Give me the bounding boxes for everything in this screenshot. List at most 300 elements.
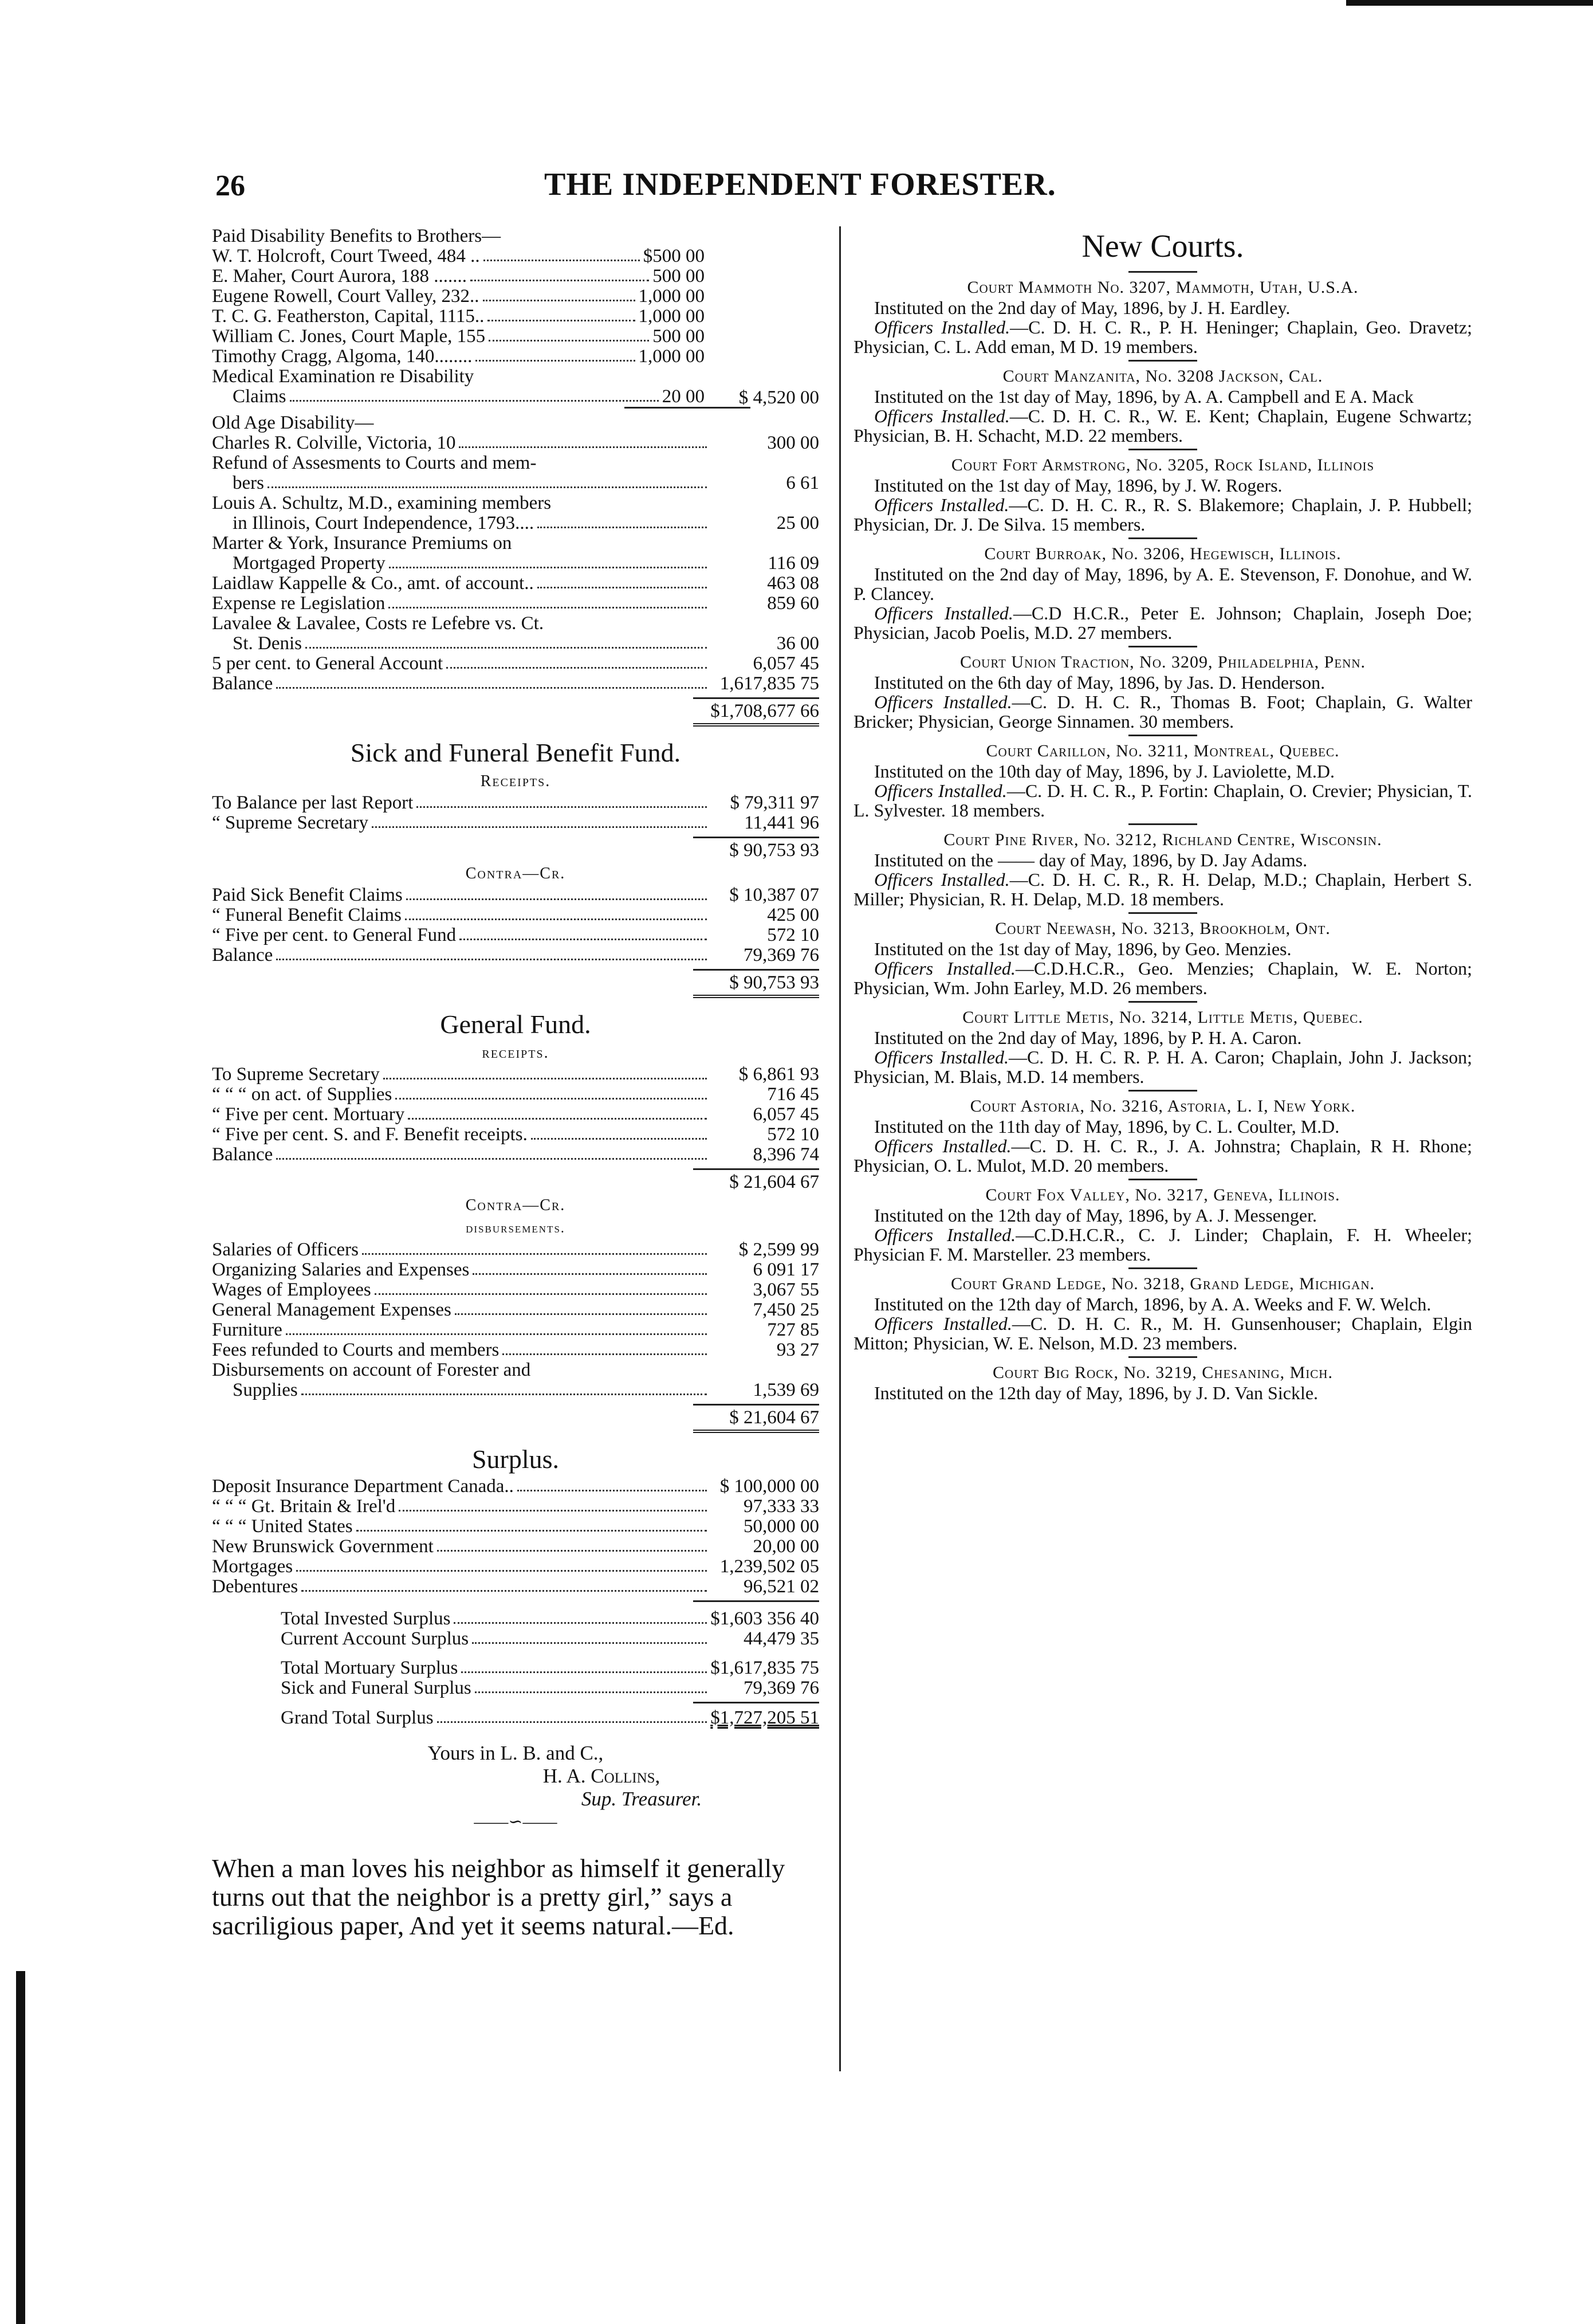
- ledger-label: Charles R. Colville, Victoria, 10: [212, 433, 456, 453]
- ledger-row: [212, 1260, 819, 1280]
- leader-dots: [487, 307, 635, 321]
- leader-dots: [389, 553, 707, 568]
- ledger-label: Marter & York, Insurance Premiums on: [212, 533, 512, 553]
- general-fund-disbursements-total: [212, 1406, 819, 1430]
- divider: [1128, 1001, 1197, 1003]
- ledger-row: [212, 945, 819, 965]
- court-officers: Officers Installed.—C. D. H. C. R. P. H. A. Caron; Chaplain, John J. Jackson; Physician, M. Blais, M.D. 14 members.: [853, 1047, 1473, 1087]
- ledger-row: [212, 1125, 819, 1145]
- ledger-amount: $ 79,311 97: [730, 792, 819, 813]
- ledger-amount: 572 10: [767, 925, 819, 945]
- ledger-label: To Balance per last Report: [212, 793, 414, 813]
- leader-dots: [388, 594, 707, 609]
- courts-list: [853, 277, 1472, 1403]
- court-details: [853, 476, 1472, 534]
- court-instituted: Instituted on the 1st day of May, 1896, by J. W. Rogers.: [874, 475, 1283, 496]
- ledger-amount: 425 00: [767, 905, 819, 925]
- ledger-label: Louis A. Schultz, M.D., examining members: [212, 493, 552, 513]
- court-officers: Officers Installed.—C. D. H. C. R., J. A. Johnstra; Chaplain, R H. Rhone; Physician, O. L. Mulot, M.D. 20 members.: [853, 1136, 1473, 1176]
- ledger-amount: $1,617,835 75: [710, 1658, 819, 1678]
- court-details: [853, 1206, 1472, 1264]
- ledger-row: [212, 654, 819, 674]
- ledger-row: [212, 1320, 819, 1340]
- ledger-label: “ Five per cent. to General Fund: [212, 925, 457, 945]
- total-amount: $ 90,753 93: [729, 840, 819, 861]
- disability-total: [212, 699, 819, 723]
- signoff-greeting: Yours in L. B. and C.,: [427, 1742, 604, 1764]
- leader-dots: [395, 1085, 707, 1100]
- ledger-row: [212, 1380, 819, 1400]
- divider: [1128, 646, 1197, 647]
- court-heading: Court Fort Armstrong, No. 3205, Rock Island, Illinois: [951, 456, 1375, 474]
- ledger-label: Organizing Salaries and Expenses: [212, 1260, 470, 1280]
- ledger-amount: 93 27: [776, 1340, 819, 1360]
- officers-label: Officers Installed.: [874, 1313, 1012, 1334]
- ledger-label: Fees refunded to Courts and members: [212, 1340, 499, 1360]
- officers-label: Officers Installed.: [874, 406, 1010, 426]
- court-details: [853, 673, 1472, 731]
- leader-dots: [446, 654, 707, 669]
- ledger-row: [212, 433, 819, 453]
- ledger-label: New Brunswick Government: [212, 1537, 434, 1557]
- leader-dots: [473, 1260, 707, 1275]
- signoff-name: H. A. Collins,: [542, 1765, 660, 1787]
- leader-dots: [470, 266, 649, 281]
- ledger-amount: 44,479 35: [744, 1628, 819, 1649]
- ledger-amount: 1,000 00: [638, 306, 705, 327]
- sick-funeral-receipts-total: [212, 838, 819, 862]
- leader-dots: [489, 327, 649, 341]
- divider: [693, 1600, 819, 1602]
- divider: [1128, 271, 1197, 273]
- ledger-amount: 463 08: [767, 573, 819, 594]
- leader-dots: [268, 473, 707, 488]
- sick-funeral-contra: [212, 885, 819, 965]
- leader-dots: [461, 1658, 707, 1673]
- receipts-label: receipts.: [482, 1044, 549, 1062]
- court-instituted: Instituted on the —— day of May, 1896, by D. Jay Adams.: [874, 850, 1308, 870]
- ledger-amount: 3,067 55: [753, 1279, 819, 1300]
- leader-dots: [383, 1065, 707, 1079]
- grand-total-amount: $1,727,205 51: [710, 1707, 819, 1728]
- ledger-amount: 116 09: [768, 553, 819, 574]
- ledger-amount: 50,000 00: [744, 1516, 819, 1537]
- leader-dots: [296, 1557, 707, 1572]
- officers-label: Officers Installed.: [874, 780, 1007, 801]
- ledger-label: Laidlaw Kappelle & Co., amt. of account..: [212, 574, 534, 594]
- leader-dots: [472, 1629, 707, 1644]
- ledger-amount: 572 10: [767, 1124, 819, 1145]
- court-instituted: Instituted on the 12th day of May, 1896, by J. D. Van Sickle.: [874, 1383, 1319, 1403]
- ledger-amount: $ 10,387 07: [729, 885, 819, 905]
- sick-funeral-receipts: [212, 793, 819, 833]
- ledger-amount: 79,369 76: [744, 945, 819, 965]
- leader-dots: [276, 674, 707, 689]
- surplus-totals-2: [212, 1658, 819, 1698]
- ledger-row: [212, 1340, 819, 1360]
- court-instituted: Instituted on the 12th day of March, 1896, by A. A. Weeks and F. W. Welch.: [874, 1294, 1431, 1314]
- divider: [1128, 912, 1197, 914]
- ledger-amount: $ 2,599 99: [738, 1239, 819, 1260]
- officers-label: Officers Installed.: [874, 869, 1010, 890]
- ledger-row: [212, 1658, 819, 1678]
- leader-dots: [301, 1577, 707, 1592]
- leader-dots: [362, 1240, 707, 1255]
- court-heading: Court Manzanita, No. 3208 Jackson, Cal.: [1002, 367, 1323, 386]
- ledger-amount: $500 00: [643, 246, 705, 266]
- page-number: 26: [215, 170, 245, 202]
- leader-dots: [375, 1280, 707, 1295]
- ornament: ——∽——: [474, 1812, 557, 1831]
- general-fund-receipts-total: [212, 1170, 819, 1194]
- ledger-label: St. Denis: [233, 634, 302, 654]
- ledger-row: [212, 1360, 819, 1380]
- ledger-amount: $1,603 356 40: [710, 1608, 819, 1629]
- officers-label: Officers Installed.: [874, 317, 1010, 337]
- leader-dots: [372, 813, 707, 828]
- ledger-label: Balance: [212, 945, 273, 965]
- ledger-label: Debentures: [212, 1577, 298, 1597]
- ledger-row: [212, 905, 819, 925]
- ledger-amount: 96,521 02: [744, 1576, 819, 1597]
- signoff-title: Sup. Treasurer.: [581, 1788, 702, 1810]
- ledger-label: To Supreme Secretary: [212, 1065, 380, 1085]
- divider: [693, 995, 819, 998]
- ledger-label: Mortgaged Property: [233, 553, 386, 574]
- leader-dots: [475, 1678, 707, 1693]
- right-column: [853, 226, 1472, 1403]
- leader-dots: [301, 1380, 707, 1395]
- court-officers: Officers Installed.—C. D. H. C. R., Thomas B. Foot; Chaplain, G. Walter Bricker; Physician, George Sinnamen. 30 members.: [853, 692, 1473, 732]
- court-details: [853, 761, 1472, 820]
- ledger-label: Refund of Assesments to Courts and mem-: [212, 453, 537, 473]
- divider: [1128, 1267, 1197, 1269]
- section-title-old-age: Old Age Disability—: [212, 413, 374, 433]
- leader-dots: [276, 1145, 707, 1160]
- ledger-label: Balance: [212, 674, 273, 694]
- court-instituted: Instituted on the 1st day of May, 1896, by Geo. Menzies.: [874, 939, 1292, 959]
- divider: [1128, 1090, 1197, 1092]
- ledger-amount: 859 60: [767, 593, 819, 614]
- court-officers: Officers Installed.—C. D. H. C. R., P. H. Heninger; Chaplain, Geo. Dravetz; Physician, C. L. Add eman, M D. 19 members.: [853, 317, 1473, 357]
- ledger-amount: 716 45: [767, 1084, 819, 1105]
- ledger-label: W. T. Holcroft, Court Tweed, 484 ..: [212, 246, 480, 266]
- ledger-amount: 8,396 74: [753, 1144, 819, 1165]
- ledger-row: [212, 1577, 819, 1597]
- ledger-row: [212, 1497, 819, 1517]
- leader-dots: [459, 433, 707, 448]
- leader-dots: [483, 286, 635, 301]
- section-title-paid-disability: Paid Disability Benefits to Brothers—: [212, 226, 501, 246]
- leader-dots: [537, 513, 707, 528]
- ledger-row: [212, 1145, 819, 1165]
- ledger-row: [212, 473, 819, 493]
- ledger-label: in Illinois, Court Independence, 1793....: [233, 513, 534, 533]
- leader-dots: [475, 347, 635, 362]
- officers-label: Officers Installed.: [874, 958, 1016, 979]
- ledger-amount: $ 100,000 00: [719, 1476, 819, 1497]
- leader-dots: [437, 1708, 707, 1723]
- ledger-label: Lavalee & Lavalee, Costs re Lefebre vs. Ct.: [212, 614, 544, 634]
- court-officers: Officers Installed.—C.D.H.C.R., Geo. Menzies; Chaplain, W. E. Norton; Physician, Wm. John Earley, M.D. 26 members.: [853, 958, 1473, 998]
- paid-disability-list: [212, 246, 819, 407]
- court-details: [853, 387, 1472, 445]
- ledger-label: “ Supreme Secretary: [212, 813, 369, 833]
- court-details: [853, 298, 1472, 356]
- sick-funeral-contra-total: [212, 971, 819, 995]
- ledger-amount: 727 85: [767, 1320, 819, 1340]
- ledger-label: “ Five per cent. Mortuary: [212, 1105, 405, 1125]
- ledger-amount: 11,441 96: [744, 812, 819, 833]
- ledger-amount: 97,333 33: [744, 1496, 819, 1517]
- ledger-row: [212, 367, 819, 387]
- section-heading-surplus: Surplus.: [471, 1444, 560, 1474]
- ledger-amount: 6,057 45: [753, 653, 819, 674]
- ledger-row: [212, 885, 819, 905]
- ledger-amount: 1,000 00: [638, 346, 705, 367]
- divider: [693, 723, 819, 727]
- ledger-label: Balance: [212, 1145, 273, 1165]
- court-instituted: Instituted on the 6th day of May, 1896, by Jas. D. Henderson.: [874, 672, 1325, 693]
- ledger-label: William C. Jones, Court Maple, 155: [212, 327, 486, 347]
- ledger-row: [212, 1609, 819, 1629]
- court-instituted: Instituted on the 11th day of May, 1896, by C. L. Coulter, M.D.: [874, 1116, 1340, 1137]
- ledger-amount: 6 61: [786, 473, 819, 493]
- ledger-amount: 300 00: [767, 433, 819, 453]
- leader-dots: [286, 1320, 707, 1335]
- ledger-row: [212, 327, 819, 347]
- court-heading: Court Carillon, No. 3211, Montreal, Quebec.: [986, 741, 1340, 760]
- ledger-row: [212, 1678, 819, 1698]
- ledger-amount: 6,057 45: [753, 1104, 819, 1125]
- closing-quote: When a man loves his neighbor as himself it generally turns out that the neighbor is a pretty girl,” says a sacriligious paper, And yet it seems natural.—Ed.: [212, 1854, 785, 1940]
- ledger-label: Medical Examination re Disability: [212, 367, 474, 387]
- leader-dots: [405, 905, 707, 920]
- ledger-label: T. C. G. Featherston, Capital, 1115..: [212, 307, 485, 327]
- ledger-label: Timothy Cragg, Algoma, 140........: [212, 347, 473, 367]
- ledger-label: Furniture: [212, 1320, 282, 1340]
- total-amount: $ 21,604 67: [729, 1172, 819, 1192]
- court-officers: Officers Installed.—C.D.H.C.R., C. J. Linder; Chaplain, F. H. Wheeler; Physician F. M. Marsteller. 23 members.: [853, 1224, 1473, 1265]
- general-fund-disbursements: [212, 1240, 819, 1400]
- officers-label: Officers Installed.: [874, 494, 1009, 515]
- ledger-label: General Management Expenses: [212, 1300, 451, 1320]
- ledger-amount: 7,450 25: [753, 1300, 819, 1320]
- ledger-row: [212, 813, 819, 833]
- ledger-label: Deposit Insurance Department Canada..: [212, 1477, 514, 1497]
- ledger-row: [212, 1085, 819, 1105]
- ledger-row: [212, 634, 819, 654]
- ledger-amount: 79,369 76: [744, 1678, 819, 1698]
- court-instituted: Instituted on the 12th day of May, 1896, by A. J. Messenger.: [874, 1205, 1317, 1226]
- court-officers: Officers Installed.—C. D. H. C. R., R. S. Blakemore; Chaplain, J. P. Hubbell; Physician, Dr. J. De Silva. 15 members.: [853, 494, 1473, 535]
- ledger-label: Disbursements on account of Forester and: [212, 1360, 531, 1380]
- surplus-totals: [212, 1609, 819, 1649]
- court-officers: Officers Installed.—C. D. H. C. R., P. Fortin: Chaplain, O. Crevier; Physician, T. L. Sylvester. 18 members.: [853, 780, 1473, 821]
- scan-edge-mark-left: [16, 1971, 25, 2324]
- court-heading: Court Burroak, No. 3206, Hegewisch, Illinois.: [984, 544, 1342, 563]
- ledger-label: Sick and Funeral Surplus: [281, 1678, 471, 1698]
- leader-dots: [483, 246, 640, 261]
- leader-dots: [459, 925, 707, 940]
- section-heading-sick-funeral: Sick and Funeral Benefit Fund.: [350, 738, 681, 767]
- surplus-list: [212, 1477, 819, 1597]
- leader-dots: [454, 1609, 707, 1624]
- court-details: [853, 564, 1472, 642]
- officers-label: Officers Installed.: [874, 1136, 1012, 1156]
- scan-edge-mark: [1346, 0, 1593, 6]
- court-instituted: Instituted on the 2nd day of May, 1896, by P. H. A. Caron.: [874, 1027, 1302, 1048]
- divider: [693, 1430, 819, 1433]
- grand-total-row: [212, 1708, 819, 1728]
- ledger-amount: 20,00 00: [753, 1536, 819, 1557]
- ledger-label: Total Mortuary Surplus: [281, 1658, 458, 1678]
- ledger-amount: 6 091 17: [753, 1259, 819, 1280]
- ledger-amount: 36 00: [776, 633, 819, 654]
- ledger-label: Mortgages: [212, 1557, 293, 1577]
- ledger-label: “ “ “ United States: [212, 1517, 353, 1537]
- ledger-label: “ Five per cent. S. and F. Benefit receipts.: [212, 1125, 528, 1145]
- ledger-row: [212, 493, 819, 513]
- ledger-amount: 25 00: [776, 513, 819, 533]
- divider: [1128, 823, 1197, 825]
- ledger-row: [212, 533, 819, 553]
- total-amount: $ 21,604 67: [729, 1407, 819, 1428]
- new-courts-heading: New Courts.: [1081, 229, 1244, 264]
- court-heading: Court Neewash, No. 3213, Brookholm, Ont.: [995, 919, 1331, 938]
- ledger-label: Current Account Surplus: [281, 1629, 469, 1649]
- ledger-row: [212, 347, 819, 367]
- disbursements-label: disbursements.: [466, 1221, 565, 1236]
- ledger-row: [212, 793, 819, 813]
- ledger-amount: 1,239,502 05: [719, 1556, 819, 1577]
- court-instituted: Instituted on the 2nd day of May, 1896, by A. E. Stevenson, F. Donohue, and W. P. Clancey.: [853, 564, 1472, 604]
- leader-dots: [290, 387, 659, 402]
- ledger-label: bers: [233, 473, 264, 493]
- ledger-row: [212, 286, 819, 307]
- court-officers: Officers Installed.—C. D. H. C. R., W. E. Kent; Chaplain, Eugene Schwartz; Physician, B. H. Schacht, M.D. 22 members.: [853, 406, 1473, 446]
- leader-dots: [437, 1537, 707, 1552]
- divider: [1128, 449, 1197, 450]
- leader-dots: [416, 793, 707, 808]
- officers-label: Officers Installed.: [874, 603, 1013, 623]
- divider: [693, 1702, 819, 1703]
- court-officers: Officers Installed.—C. D. H. C. R., M. H. Gunsenhouser; Chaplain, Elgin Mitton; Physician, W. E. Nelson, M.D. 23 members.: [853, 1313, 1472, 1353]
- court-details: [853, 1294, 1472, 1353]
- leader-dots: [406, 885, 707, 900]
- officers-label: Officers Installed.: [874, 692, 1012, 712]
- ledger-label: “ Funeral Benefit Claims: [212, 905, 402, 925]
- ledger-row: [212, 614, 819, 634]
- total-amount: $1,708,677 66: [710, 701, 819, 721]
- leader-dots: [399, 1497, 707, 1512]
- ledger-label: Paid Sick Benefit Claims: [212, 885, 403, 905]
- court-details: [853, 939, 1472, 998]
- ledger-row: [212, 453, 819, 473]
- contra-label: Contra—Cr.: [465, 1196, 566, 1214]
- court-instituted: Instituted on the 10th day of May, 1896, by J. Laviolette, M.D.: [874, 761, 1335, 782]
- ledger-label: 5 per cent. to General Account: [212, 654, 443, 674]
- court-officers: Officers Installed.—C. D. H. C. R., R. H. Delap, M.D.; Chaplain, Herbert S. Miller; Physician, R. H. Delap, M.D. 18 members.: [853, 869, 1473, 909]
- leader-dots: [502, 1340, 707, 1355]
- divider: [1128, 1179, 1197, 1180]
- ledger-label: Salaries of Officers: [212, 1240, 359, 1260]
- total-amount: $ 90,753 93: [729, 972, 819, 993]
- court-details: [853, 1117, 1472, 1175]
- leader-dots: [517, 1477, 707, 1491]
- old-age-list: [212, 433, 819, 694]
- ledger-row: [212, 307, 819, 327]
- ledger-row: [212, 1280, 819, 1300]
- court-details: [853, 1383, 1472, 1403]
- ledger-row: [212, 1240, 819, 1260]
- page-title: THE INDEPENDENT FORESTER.: [544, 167, 1056, 202]
- ledger-row: [212, 246, 819, 266]
- ledger-row: [212, 1557, 819, 1577]
- leader-dots: [305, 634, 707, 649]
- ledger-label: “ “ “ Gt. Britain & Irel'd: [212, 1497, 396, 1517]
- divider: [1128, 537, 1197, 539]
- ledger-label: Supplies: [233, 1380, 298, 1400]
- court-heading: Court Astoria, No. 3216, Astoria, L. I, New York.: [970, 1097, 1356, 1116]
- ledger-amount: 20 00: [662, 386, 705, 407]
- ledger-amount: 1,539 69: [753, 1380, 819, 1400]
- general-fund-receipts: [212, 1065, 819, 1165]
- ledger-row: [212, 594, 819, 614]
- leader-dots: [408, 1105, 707, 1120]
- ledger-row: [212, 1537, 819, 1557]
- ledger-amount: 1,617,835 75: [719, 673, 819, 694]
- court-instituted: Instituted on the 1st day of May, 1896, by A. A. Campbell and E A. Mack: [874, 386, 1414, 407]
- court-heading: Court Little Metis, No. 3214, Little Metis, Quebec.: [962, 1008, 1363, 1027]
- court-heading: Court Union Traction, No. 3209, Philadelphia, Penn.: [959, 653, 1366, 672]
- leader-dots: [276, 945, 707, 960]
- receipts-label: Receipts.: [480, 772, 551, 790]
- court-details: [853, 850, 1472, 909]
- ledger-label: Claims: [233, 387, 286, 407]
- ledger-amount: 1,000 00: [638, 286, 705, 307]
- court-heading: Court Pine River, No. 3212, Richland Centre, Wisconsin.: [943, 830, 1382, 849]
- ledger-label: Wages of Employees: [212, 1280, 371, 1300]
- ledger-label: Eugene Rowell, Court Valley, 232..: [212, 286, 479, 307]
- leader-dots: [356, 1517, 707, 1532]
- ledger-row: [212, 1629, 819, 1649]
- ledger-label: Expense re Legislation: [212, 594, 386, 614]
- divider: [1128, 735, 1197, 736]
- court-heading: Court Mammoth No. 3207, Mammoth, Utah, U.S.A.: [967, 278, 1359, 297]
- court-heading: Court Big Rock, No. 3219, Chesaning, Mich.: [993, 1363, 1333, 1382]
- court-details: [853, 1028, 1472, 1086]
- ledger-row: [212, 574, 819, 594]
- ledger-amount: 500 00: [652, 266, 705, 286]
- ledger-label: “ “ “ on act. of Supplies: [212, 1085, 392, 1105]
- section-heading-general-fund: General Fund.: [440, 1010, 591, 1039]
- ledger-row: [212, 266, 819, 286]
- leader-dots: [531, 1125, 707, 1140]
- ledger-row: [212, 513, 819, 533]
- ledger-row: [212, 674, 819, 694]
- ledger-row: [212, 1105, 819, 1125]
- ledger-amount: 500 00: [652, 326, 705, 347]
- ledger-row: [212, 1065, 819, 1085]
- divider: [1128, 1356, 1197, 1358]
- ledger-row: [212, 925, 819, 945]
- court-heading: Court Grand Ledge, No. 3218, Grand Ledge, Michigan.: [950, 1274, 1375, 1293]
- contra-label: Contra—Cr.: [465, 865, 566, 882]
- court-heading: Court Fox Valley, No. 3217, Geneva, Illinois.: [985, 1185, 1340, 1204]
- court-officers: Officers Installed.—C.D H.C.R., Peter E. Johnson; Chaplain, Joseph Doe; Physician, Jacob Poelis, M.D. 27 members.: [853, 603, 1473, 643]
- leader-dots: [455, 1300, 707, 1315]
